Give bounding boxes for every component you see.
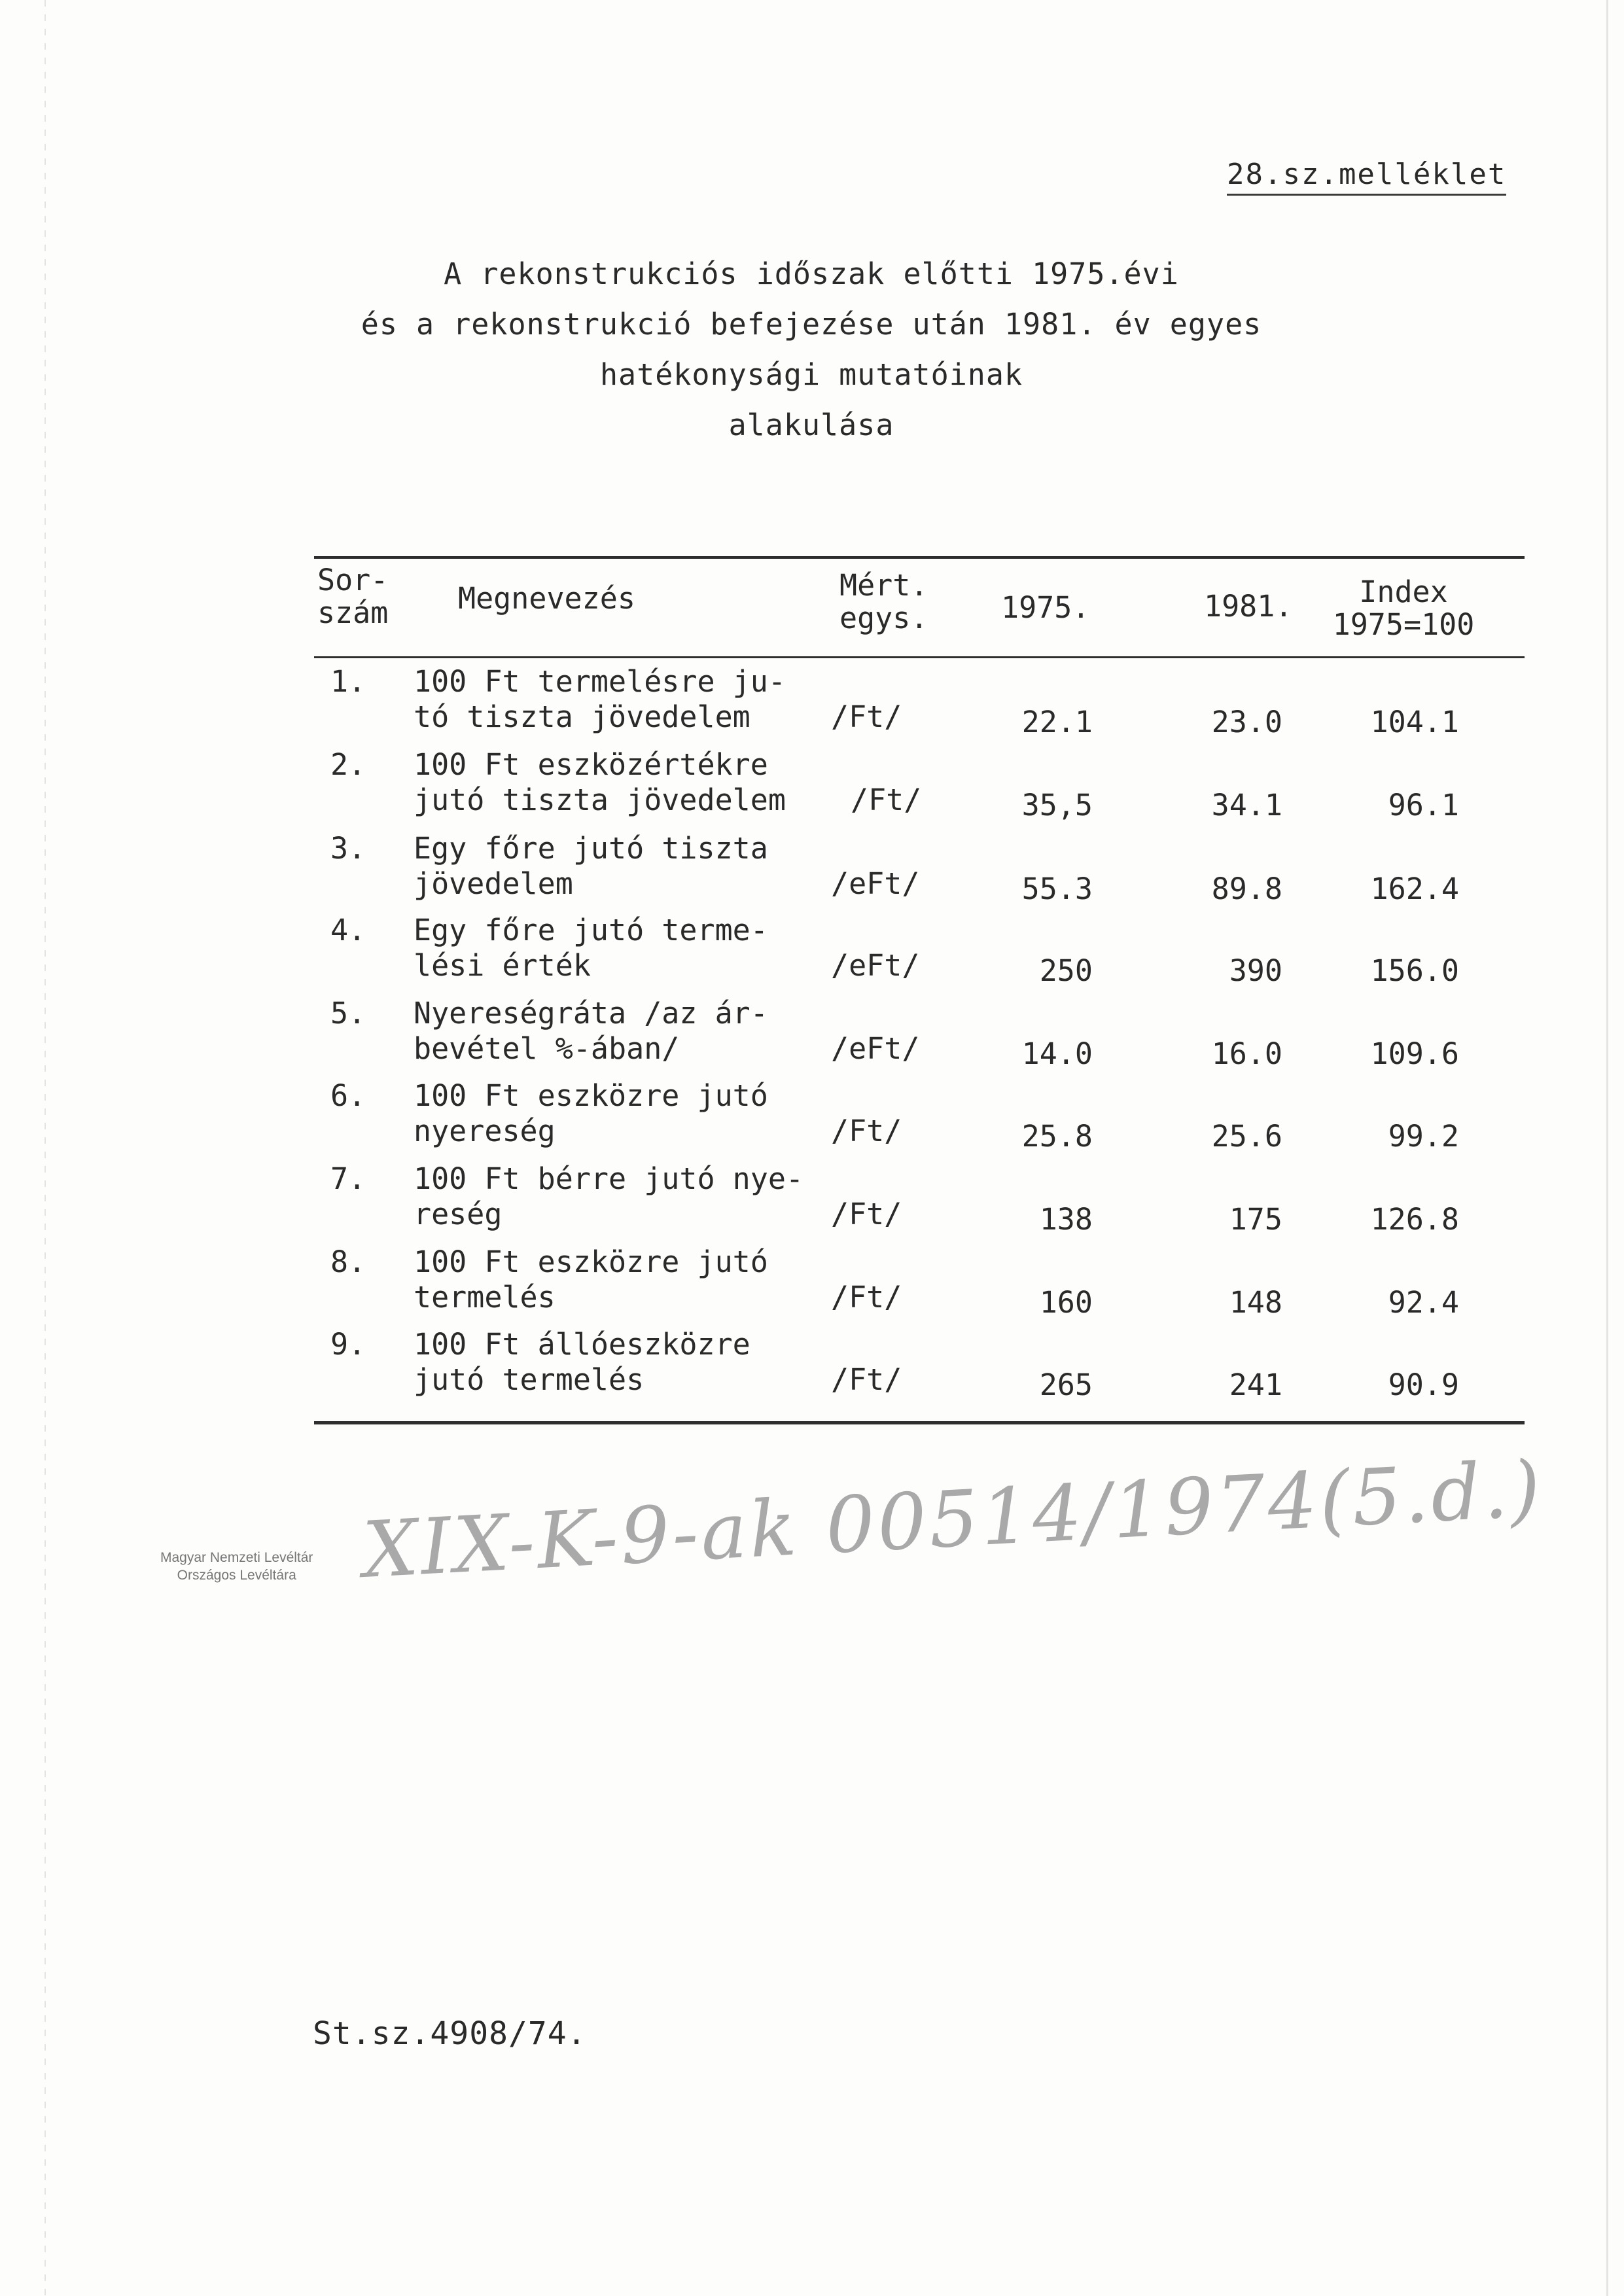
table-bottom-rule bbox=[314, 1421, 1525, 1424]
row-number: 8. bbox=[330, 1245, 366, 1279]
footer-reference: St.sz.4908/74. bbox=[313, 2015, 587, 2052]
row-description: Nyereségráta /az ár- bevétel %-ában/ bbox=[414, 996, 768, 1066]
value-index: 156.0 bbox=[1370, 953, 1459, 988]
row-description: Egy főre jutó terme- lési érték bbox=[414, 913, 768, 983]
row-unit: /Ft/ bbox=[831, 1362, 902, 1397]
value-1981: 16.0 bbox=[1211, 1036, 1282, 1071]
row-number: 5. bbox=[330, 996, 366, 1031]
row-description: Egy főre jutó tiszta jövedelem bbox=[414, 831, 768, 901]
row-unit: /Ft/ bbox=[831, 1197, 902, 1231]
row-unit: /Ft/ bbox=[831, 1280, 902, 1315]
row-description: 100 Ft eszközértékre jutó tiszta jövedelem bbox=[414, 747, 786, 817]
title-line: alakulása bbox=[728, 408, 894, 442]
title-line: A rekonstrukciós időszak előtti 1975.évi bbox=[444, 256, 1179, 291]
row-unit: /Ft/ bbox=[831, 1114, 902, 1148]
value-1975: 250 bbox=[1039, 953, 1093, 988]
value-index: 96.1 bbox=[1388, 788, 1459, 822]
value-index: 109.6 bbox=[1370, 1036, 1459, 1071]
row-unit: /eFt/ bbox=[831, 1031, 920, 1066]
value-index: 126.8 bbox=[1370, 1202, 1459, 1237]
row-description: 100 Ft állóeszközre jutó termelés bbox=[414, 1327, 750, 1397]
table-row bbox=[0, 1327, 1624, 1405]
value-1975: 55.3 bbox=[1021, 872, 1093, 906]
value-index: 90.9 bbox=[1388, 1368, 1459, 1402]
table-row bbox=[0, 1245, 1624, 1323]
value-1975: 25.8 bbox=[1021, 1119, 1093, 1154]
value-index: 99.2 bbox=[1388, 1119, 1459, 1154]
table-row bbox=[0, 1161, 1624, 1240]
value-1975: 160 bbox=[1039, 1285, 1093, 1320]
row-unit: /Ft/ bbox=[831, 699, 902, 734]
table-row bbox=[0, 831, 1624, 910]
value-1981: 23.0 bbox=[1211, 705, 1282, 739]
row-number: 9. bbox=[330, 1327, 366, 1362]
title-line: hatékonysági mutatóinak bbox=[599, 357, 1023, 392]
header-index: Index 1975=100 bbox=[1332, 574, 1475, 642]
row-description: 100 Ft bérre jutó nye- reség bbox=[414, 1161, 804, 1231]
header-megnevezes: Megnevezés bbox=[458, 581, 635, 616]
table-row bbox=[0, 996, 1624, 1074]
row-number: 2. bbox=[330, 747, 366, 782]
row-number: 1. bbox=[330, 664, 366, 699]
row-number: 4. bbox=[330, 913, 366, 947]
header-sorszam: Sor- szám bbox=[317, 563, 389, 630]
row-description: 100 Ft eszközre jutó nyereség bbox=[414, 1078, 768, 1148]
table-header-rule bbox=[314, 656, 1525, 658]
table-row bbox=[0, 913, 1624, 991]
row-number: 7. bbox=[330, 1161, 366, 1196]
row-unit: /eFt/ bbox=[831, 948, 920, 983]
value-index: 92.4 bbox=[1388, 1285, 1459, 1320]
header-mertekegyseg: Mért. egys. bbox=[839, 568, 928, 635]
value-1981: 148 bbox=[1229, 1285, 1282, 1320]
document-title bbox=[301, 249, 1322, 450]
row-number: 6. bbox=[330, 1078, 366, 1113]
title-line: és a rekonstrukció befejezése után 1981. év egyes bbox=[361, 307, 1262, 342]
value-1975: 35,5 bbox=[1021, 788, 1093, 822]
archive-stamp: Magyar Nemzeti Levéltár Országos Levéltára bbox=[160, 1550, 313, 1583]
value-1975: 22.1 bbox=[1021, 705, 1093, 739]
table-row bbox=[0, 747, 1624, 826]
value-index: 104.1 bbox=[1370, 705, 1459, 739]
value-1981: 175 bbox=[1229, 1202, 1282, 1237]
header-1975: 1975. bbox=[1001, 590, 1090, 625]
row-unit: /Ft/ bbox=[851, 783, 922, 817]
value-1981: 241 bbox=[1229, 1368, 1282, 1402]
table-row bbox=[0, 1078, 1624, 1157]
table-top-rule bbox=[314, 556, 1525, 559]
row-number: 3. bbox=[330, 831, 366, 866]
value-1981: 390 bbox=[1229, 953, 1282, 988]
value-1981: 25.6 bbox=[1211, 1119, 1282, 1154]
value-1975: 265 bbox=[1039, 1368, 1093, 1402]
handwritten-archive-signature: XIX-K-9-ak 00514/1974(5.d.) bbox=[361, 1443, 1545, 1595]
value-1981: 89.8 bbox=[1211, 872, 1282, 906]
value-1975: 138 bbox=[1039, 1202, 1093, 1237]
row-description: 100 Ft termelésre ju- tó tiszta jövedelem bbox=[414, 664, 786, 734]
value-index: 162.4 bbox=[1370, 872, 1459, 906]
table-row bbox=[0, 664, 1624, 743]
value-1975: 14.0 bbox=[1021, 1036, 1093, 1071]
header-1981: 1981. bbox=[1204, 589, 1293, 624]
value-1981: 34.1 bbox=[1211, 788, 1282, 822]
attachment-reference: 28.sz.melléklet bbox=[1227, 157, 1506, 196]
row-description: 100 Ft eszközre jutó termelés bbox=[414, 1245, 768, 1315]
row-unit: /eFt/ bbox=[831, 866, 920, 901]
